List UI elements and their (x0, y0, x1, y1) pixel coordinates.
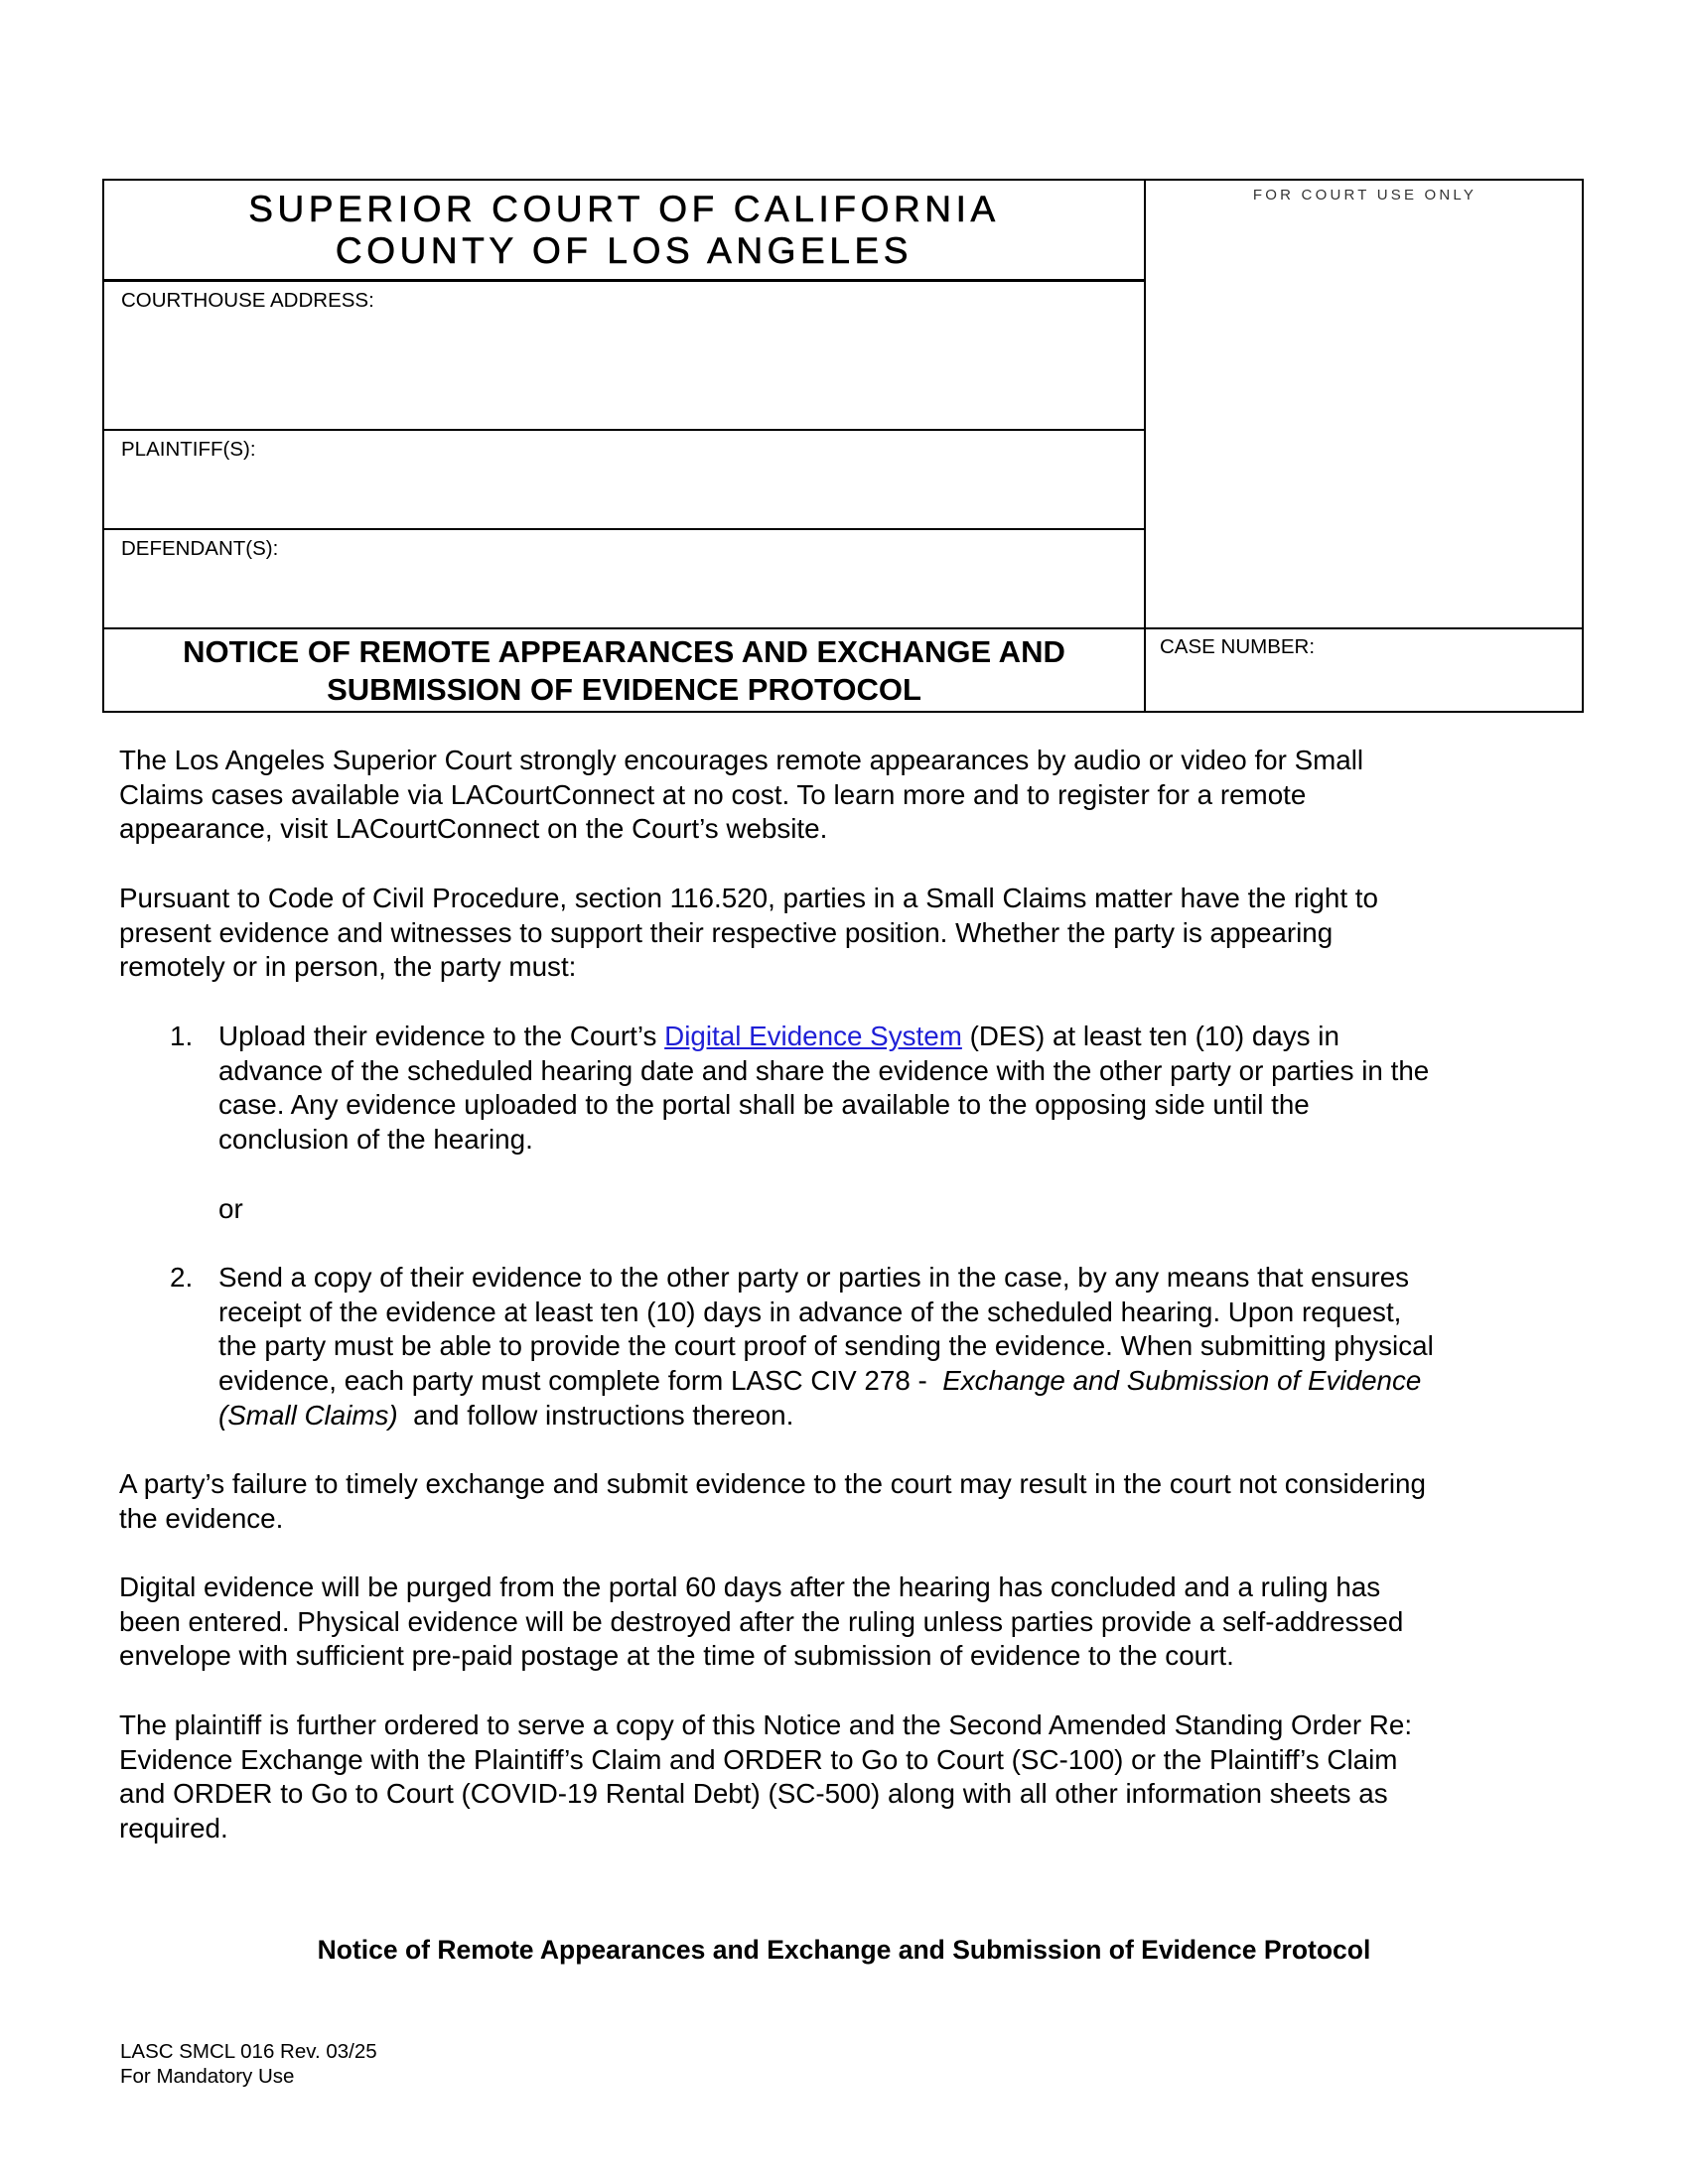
text-span: Upload their evidence to the Court’s (218, 1021, 665, 1051)
text-line: appearance, visit LACourtConnect on the Court’s website. (119, 813, 828, 845)
plaintiff-field[interactable] (104, 431, 1144, 530)
notice-title-line-1: NOTICE OF REMOTE APPEARANCES AND EXCHANGE AND (183, 634, 1065, 669)
text-line: Claims cases available via LACourtConnect at no cost. To learn more and to register for a remote (119, 778, 1307, 810)
form-usage: For Mandatory Use (120, 2065, 295, 2088)
text-line (218, 1020, 1569, 1054)
list-number-2: 2. (170, 1262, 194, 1293)
paragraph-remote-appearances (119, 744, 1559, 847)
form-identifier (120, 2039, 377, 2089)
text-line: required. (119, 1813, 228, 1844)
court-use-only-label: FOR COURT USE ONLY (1252, 187, 1477, 204)
text-line: The plaintiff is further ordered to serve a copy of this Notice and the Second Amended Standing Order Re: (119, 1709, 1413, 1740)
caption-right-column (1144, 181, 1584, 711)
case-number-field[interactable] (1146, 629, 1584, 711)
court-name-line-2: COUNTY OF LOS ANGELES (335, 230, 914, 271)
text-span: and follow instructions thereon. (397, 1399, 794, 1431)
list-item-upload-evidence (218, 1020, 1569, 1158)
text-line: Pursuant to Code of Civil Procedure, section 116.520, parties in a Small Claims matter have the right to (119, 883, 1378, 913)
case-number-label: CASE NUMBER: (1160, 635, 1316, 658)
notice-title-line-2: SUBMISSION OF EVIDENCE PROTOCOL (327, 672, 921, 707)
text-line: Send a copy of their evidence to the other party or parties in the case, by any means that ensures (218, 1262, 1410, 1293)
text-line: receipt of the evidence at least ten (10) days in advance of the scheduled hearing. Upon request, (218, 1296, 1402, 1327)
court-name (104, 181, 1144, 272)
defendant-label: DEFENDANT(S): (121, 537, 279, 560)
plaintiff-label: PLAINTIFF(S): (121, 438, 256, 461)
text-line: A party’s failure to timely exchange and submit evidence to the court may result in the court not considering (119, 1468, 1426, 1499)
text-line (218, 1399, 1569, 1433)
text-line: present evidence and witnesses to support their respective position. Whether the party is appearing (119, 916, 1334, 948)
text-line: case. Any evidence uploaded to the portal shall be available to the opposing side until the (218, 1089, 1310, 1121)
text-line: the evidence. (119, 1502, 284, 1534)
text-line: conclusion of the hearing. (218, 1124, 533, 1156)
paragraph-evidence-purge (119, 1570, 1559, 1674)
paragraph-service-order (119, 1708, 1559, 1846)
courthouse-address-label: COURTHOUSE ADDRESS: (121, 289, 374, 312)
list-item-send-copy (218, 1261, 1569, 1433)
notice-title-cell (104, 629, 1144, 711)
digital-evidence-system-link[interactable]: Digital Evidence System (664, 1021, 962, 1051)
form-number: LASC SMCL 016 Rev. 03/25 (120, 2040, 377, 2063)
paragraph-failure-to-exchange (119, 1467, 1559, 1536)
text-line: The Los Angeles Superior Court strongly encourages remote appearances by audio or video for Small (119, 745, 1364, 775)
defendant-field[interactable] (104, 530, 1144, 629)
text-span: (DES) at least ten (10) days in (961, 1021, 1339, 1051)
or-separator: or (218, 1193, 243, 1224)
form-title-italic: Exchange and Submission of Evidence (942, 1365, 1422, 1397)
paragraph-ccp-section (119, 882, 1559, 985)
text-line: advance of the scheduled hearing date and share the evidence with the other party or parties in the (218, 1054, 1430, 1086)
text-line: envelope with sufficient pre-paid postage at the time of submission of evidence to the court. (119, 1640, 1234, 1672)
courthouse-address-field[interactable] (104, 282, 1144, 431)
text-line: remotely or in person, the party must: (119, 951, 577, 983)
court-name-cell (104, 181, 1144, 282)
text-line: the party must be able to provide the court proof of sending the evidence. When submitting physical (218, 1330, 1434, 1362)
notice-title (104, 629, 1144, 709)
text-line: been entered. Physical evidence will be destroyed after the ruling unless parties provide a self-addressed (119, 1605, 1404, 1637)
text-span: evidence, each party must complete form LASC CIV 278 - (218, 1365, 943, 1397)
court-use-only-area (1146, 181, 1584, 629)
list-number-1: 1. (170, 1021, 194, 1051)
text-line: Evidence Exchange with the Plaintiff’s Claim and ORDER to Go to Court (SC-100) or the Plaintiff’s Claim (119, 1743, 1398, 1775)
text-line (218, 1364, 1569, 1399)
text-line: Digital evidence will be purged from the portal 60 days after the hearing has concluded and a ruling has (119, 1571, 1381, 1602)
form-subtitle-italic: (Small Claims) (218, 1399, 398, 1431)
footer-title: Notice of Remote Appearances and Exchange and Submission of Evidence Protocol (317, 1935, 1371, 1965)
caption-left-column (104, 181, 1144, 711)
caption-box (102, 179, 1584, 713)
text-line: and ORDER to Go to Court (COVID-19 Rental Debt) (SC-500) along with all other information sheets as (119, 1778, 1388, 1810)
court-name-line-1: SUPERIOR COURT OF CALIFORNIA (248, 189, 1000, 229)
